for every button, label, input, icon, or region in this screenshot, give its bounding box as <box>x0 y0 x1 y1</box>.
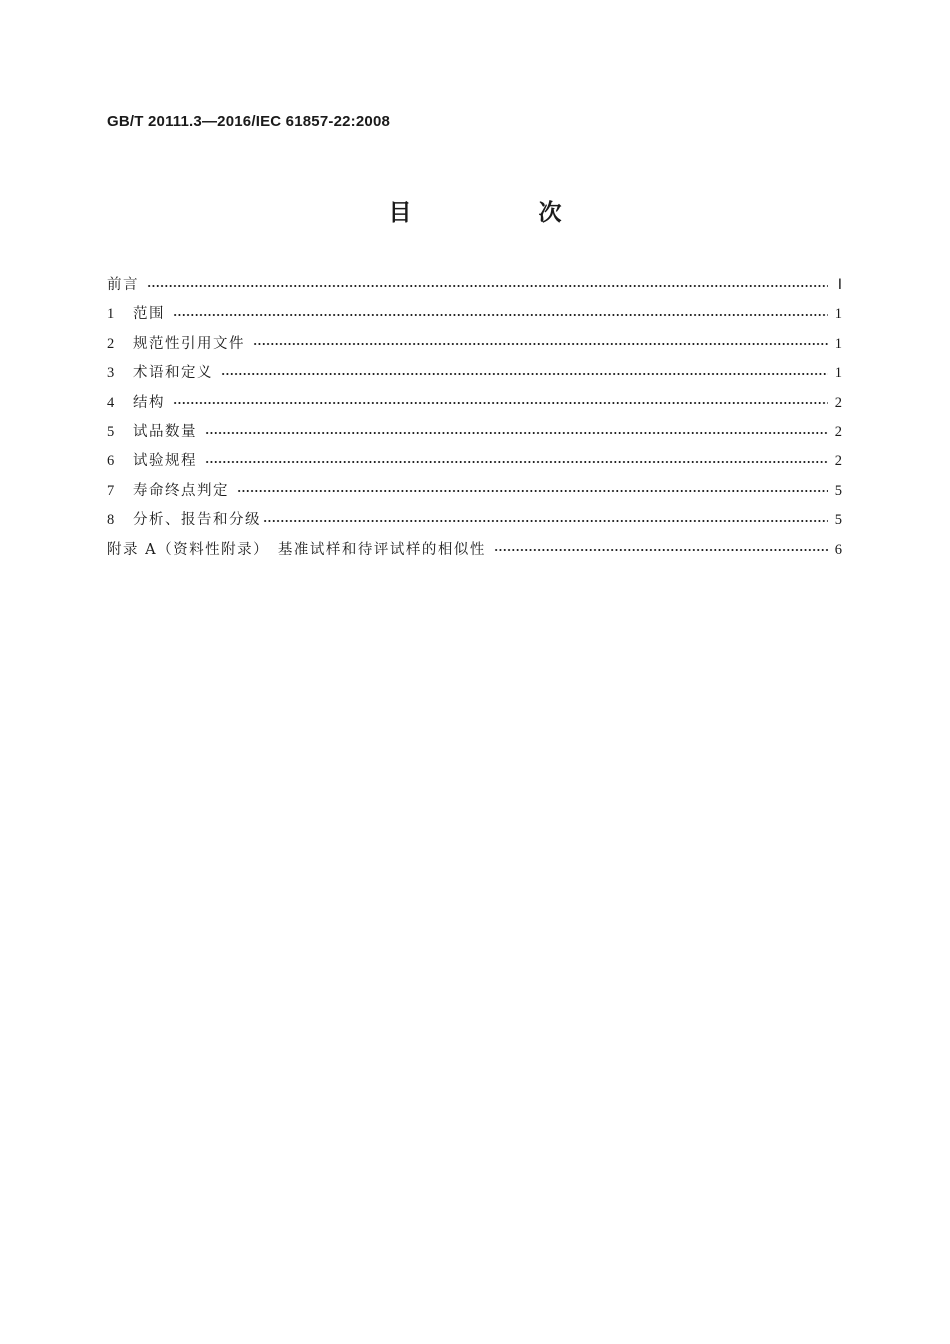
dot-leader <box>253 343 828 345</box>
toc-entry-label: 规范性引用文件 <box>133 335 245 352</box>
toc-entry-label: 结构 <box>133 394 165 411</box>
toc-entry-5[interactable] <box>107 418 842 447</box>
dot-leader <box>237 490 828 492</box>
toc-entry-8[interactable] <box>107 506 842 535</box>
toc-entry-page: Ⅰ <box>837 277 842 293</box>
toc-entry-number: 8 <box>107 512 115 529</box>
toc-entry-1[interactable] <box>107 300 842 329</box>
standard-code: GB/T 20111.3—2016/IEC 61857-22:2008 <box>107 113 391 130</box>
toc-entry-page: 2 <box>834 453 842 470</box>
dot-leader <box>221 373 828 375</box>
toc-entry-number: 3 <box>107 365 115 382</box>
toc-entry-page: 1 <box>834 365 842 382</box>
toc-entry-label: 附录 A（资料性附录） 基准试样和待评试样的相似性 <box>107 541 486 558</box>
dot-leader <box>494 549 828 551</box>
toc-entry-annex-a[interactable] <box>107 536 842 565</box>
dot-leader <box>263 520 828 522</box>
toc-entry-3[interactable] <box>107 359 842 388</box>
toc-entry-page: 2 <box>834 394 842 411</box>
toc-entry-label: 分析、报告和分级 <box>133 512 261 529</box>
toc-entry-label: 前言 <box>107 277 139 293</box>
table-of-contents <box>107 271 842 565</box>
toc-entry-label: 范围 <box>133 306 165 323</box>
toc-entry-4[interactable] <box>107 389 842 418</box>
toc-entry-page: 5 <box>834 512 842 529</box>
toc-entry-7[interactable] <box>107 477 842 506</box>
dot-leader <box>205 461 828 463</box>
toc-entry-label: 试品数量 <box>133 423 197 440</box>
toc-entry-number: 2 <box>107 335 115 352</box>
toc-entry-number: 6 <box>107 453 115 470</box>
toc-entry-page: 1 <box>834 335 842 352</box>
toc-entry-number: 5 <box>107 423 115 440</box>
toc-entry-page: 2 <box>834 423 842 440</box>
toc-entry-number: 1 <box>107 306 115 323</box>
toc-entry-label: 试验规程 <box>133 453 197 470</box>
toc-entry-foreword[interactable] <box>107 271 842 300</box>
toc-entry-page: 5 <box>834 482 842 499</box>
toc-entry-label: 术语和定义 <box>133 365 213 382</box>
page-title: 目 次 <box>388 200 614 226</box>
dot-leader <box>173 402 828 404</box>
toc-entry-number: 7 <box>107 482 115 499</box>
toc-entry-6[interactable] <box>107 447 842 476</box>
dot-leader <box>173 314 828 316</box>
dot-leader <box>205 432 828 434</box>
dot-leader <box>147 285 828 287</box>
toc-entry-2[interactable] <box>107 330 842 359</box>
toc-entry-number: 4 <box>107 394 115 411</box>
toc-entry-page: 6 <box>834 541 842 558</box>
toc-entry-label: 寿命终点判定 <box>133 482 229 499</box>
toc-entry-page: 1 <box>834 306 842 323</box>
